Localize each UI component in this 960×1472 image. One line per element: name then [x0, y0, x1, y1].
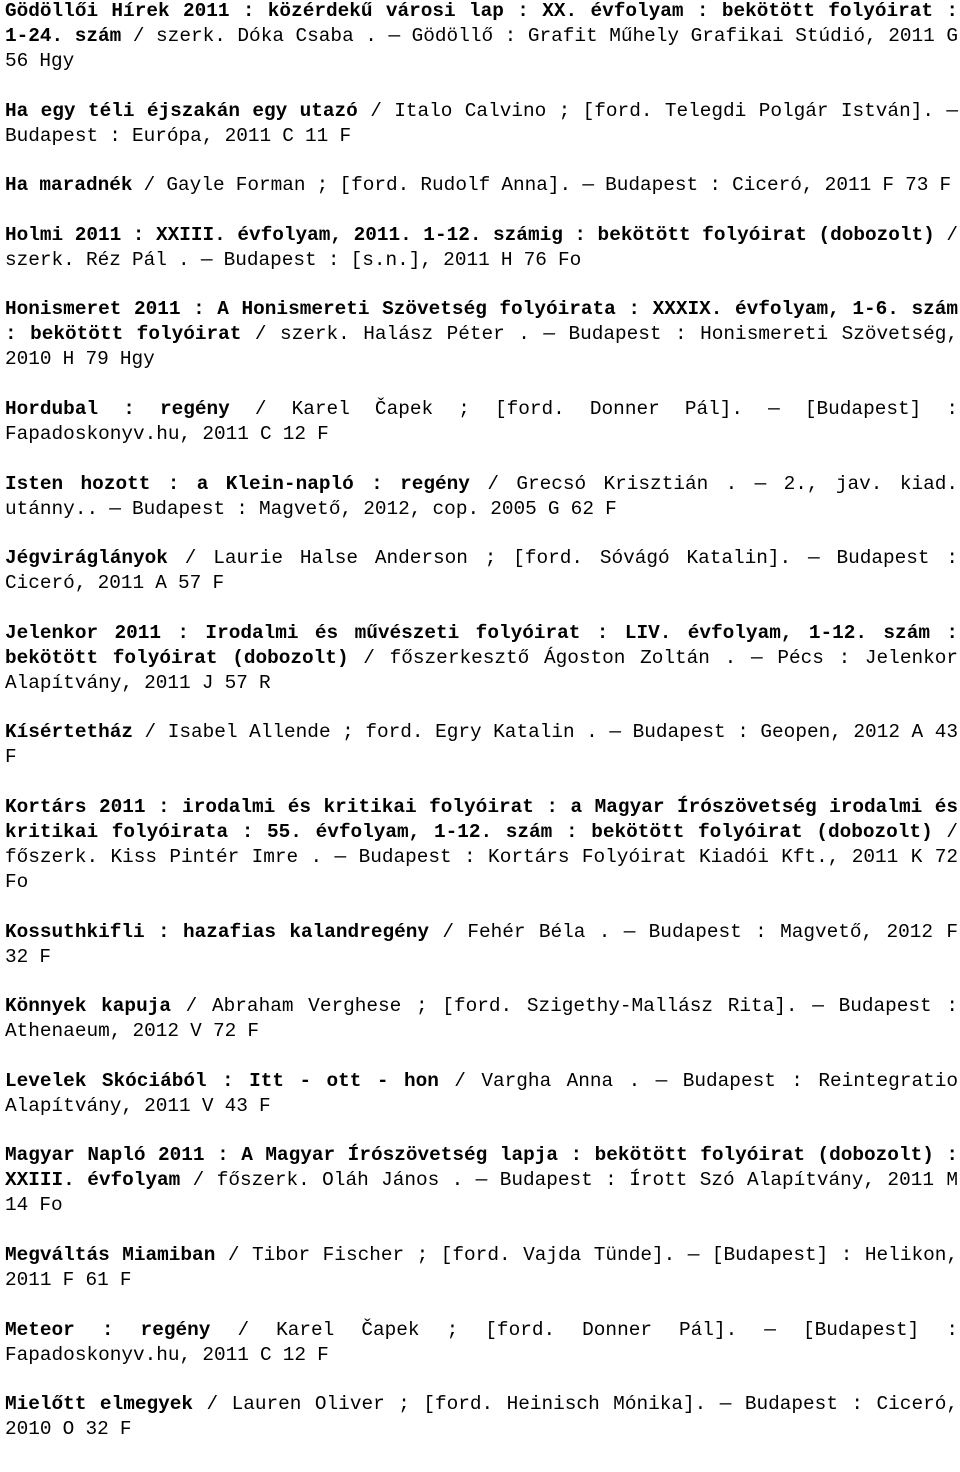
entry-details: / Abraham Verghese ; [ford. Szigethy-Mallász Rita]. — Budapest : Athenaeum, 2012 V 72 F [5, 995, 958, 1043]
catalog-entry [5, 1243, 958, 1293]
entry-title: Gödöllői Hírek 2011 : közérdekű városi lap : XX. évfolyam : bekötött folyóirat : 1-24. szám [5, 0, 958, 47]
entry-details: / Lauren Oliver ; [ford. Heinisch Mónika]. — Budapest : Ciceró, 2010 O 32 F [5, 1393, 958, 1441]
entry-title: Ha maradnék [5, 174, 133, 197]
entry-details: / főszerk. Oláh János . — Budapest : Írott Szó Alapítvány, 2011 M 14 Fo [5, 1169, 958, 1217]
catalog-entry [5, 0, 958, 74]
entry-details: / Grecsó Krisztián . — 2., jav. kiad. utánny.. — Budapest : Magvető, 2012, cop. 2005 G 62 F [5, 472, 958, 520]
catalog-entry [5, 472, 958, 522]
catalog-entry [5, 1069, 958, 1119]
entry-details: / Laurie Halse Anderson ; [ford. Sóvágó Katalin]. — Budapest : Ciceró, 2011 A 57 F [5, 547, 958, 595]
entry-title: Kossuthkifli : hazafias kalandregény [5, 920, 430, 943]
entry-details: / Tibor Fischer ; [ford. Vajda Tünde]. — [Budapest] : Helikon, 2011 F 61 F [5, 1243, 958, 1291]
entry-details: / főszerkesztő Ágoston Zoltán . — Pécs : Jelenkor Alapítvány, 2011 J 57 R [5, 646, 958, 694]
entry-title: Megváltás Miamiban [5, 1243, 216, 1266]
catalog-entry [5, 173, 958, 198]
catalog-entry [5, 920, 958, 970]
catalog-entry [5, 546, 958, 596]
entry-title: Kísértetház [5, 721, 133, 744]
entry-title: Meteor : regény [5, 1318, 211, 1341]
entry-details: / Karel Čapek ; [ford. Donner Pál]. — [Budapest] : Fapadoskonyv.hu, 2011 C 12 F [5, 397, 958, 445]
entry-details: / Karel Čapek ; [ford. Donner Pál]. — [Budapest] : Fapadoskonyv.hu, 2011 C 12 F [5, 1318, 959, 1366]
entry-title: Hordubal : regény [5, 397, 230, 420]
catalog-entry [5, 1392, 958, 1442]
catalog-list [5, 0, 958, 1467]
entry-title: Magyar Napló 2011 : A Magyar Írószövetség lapja : bekötött folyóirat (dobozolt) : XXIII. évfolyam [5, 1144, 958, 1192]
entry-details: / Gayle Forman ; [ford. Rudolf Anna]. — Budapest : Ciceró, 2011 F 73 F [132, 174, 952, 197]
catalog-entry [5, 1143, 958, 1218]
catalog-entry [5, 994, 958, 1044]
catalog-entry [5, 1318, 958, 1368]
entry-details: / szerk. Réz Pál . — Budapest : [s.n.], 2011 H 76 Fo [5, 223, 959, 271]
entry-details: / főszerk. Kiss Pintér Imre . — Budapest : Kortárs Folyóirat Kiadói Kft., 2011 K 72 Fo [5, 820, 958, 893]
entry-details: / Fehér Béla . — Budapest : Magvető, 2012 F 32 F [5, 920, 959, 968]
entry-title: Levelek Skóciából : Itt - ott - hon [5, 1069, 439, 1092]
catalog-entry [5, 297, 958, 372]
entry-title: Jelenkor 2011 : Irodalmi és művészeti folyóirat : LIV. évfolyam, 1-12. szám : bekötött folyóirat (dobozolt) [5, 621, 958, 669]
catalog-entry [5, 621, 958, 696]
catalog-entry [5, 720, 958, 770]
entry-title: Ha egy téli éjszakán egy utazó [5, 99, 358, 122]
catalog-entry [5, 99, 958, 149]
entry-title: Jégviráglányok [5, 547, 168, 570]
entry-title: Honismeret 2011 : A Honismereti Szövetség folyóirata : XXXIX. évfolyam, 1-6. szám : bekötött folyóirat [5, 298, 958, 346]
entry-details: / Italo Calvino ; [ford. Telegdi Polgár István]. — Budapest : Európa, 2011 C 11 F [5, 99, 958, 147]
entry-title: Mielőtt elmegyek [5, 1393, 194, 1416]
entry-title: Könnyek kapuja [5, 995, 171, 1018]
entry-title: Kortárs 2011 : irodalmi és kritikai folyóirat : a Magyar Írószövetség irodalmi és kritikai folyóirata : 55. évfolyam, 1-12. szám : bekötött folyóirat (dobozolt) [5, 795, 958, 843]
entry-details: / szerk. Halász Péter . — Budapest : Honismereti Szövetség, 2010 H 79 Hgy [5, 323, 958, 371]
entry-title: Holmi 2011 : XXIII. évfolyam, 2011. 1-12. számig : bekötött folyóirat (dobozolt) [5, 223, 935, 246]
entry-details: / szerk. Dóka Csaba . — Gödöllő : Grafit Műhely Grafikai Stúdió, 2011 G 56 Hgy [5, 25, 959, 72]
catalog-entry [5, 397, 958, 447]
entry-details: / Vargha Anna . — Budapest : Reintegratio Alapítvány, 2011 V 43 F [5, 1069, 958, 1117]
entry-details: / Isabel Allende ; ford. Egry Katalin . — Budapest : Geopen, 2012 A 43 F [5, 721, 958, 769]
catalog-entry [5, 795, 958, 895]
entry-title: Isten hozott : a Klein-napló : regény [5, 472, 470, 495]
catalog-entry [5, 223, 958, 273]
